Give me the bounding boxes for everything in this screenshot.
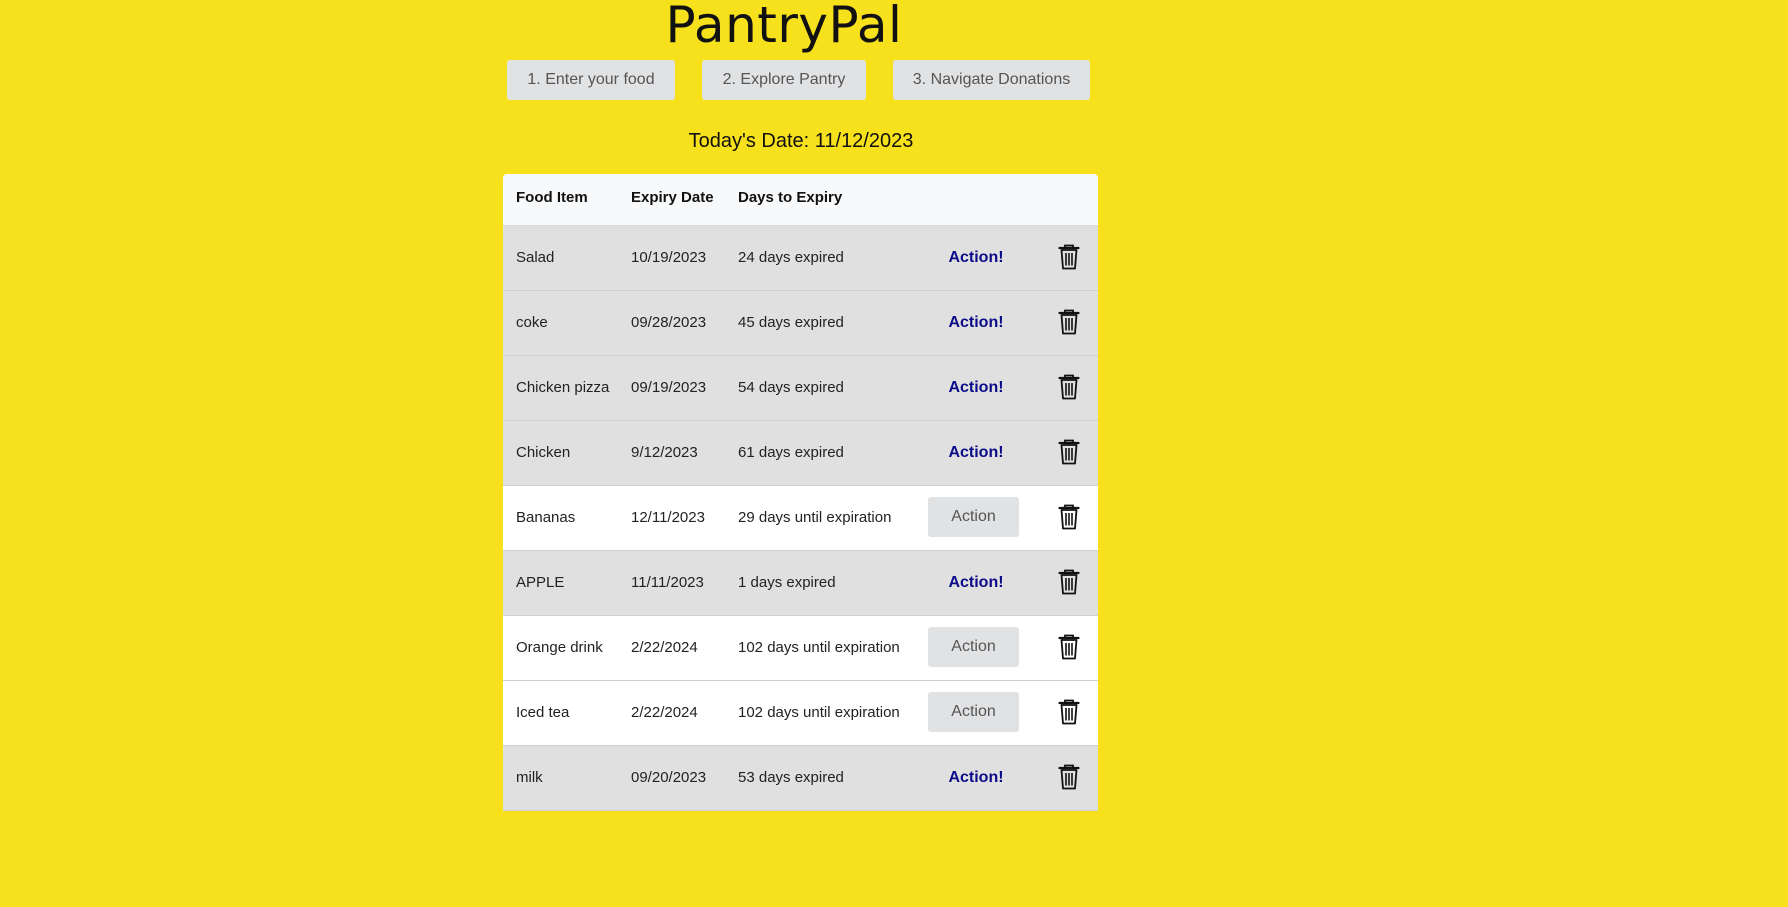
food-item-cell: APPLE [516, 574, 565, 591]
table-row [503, 551, 1098, 616]
food-item-cell: Orange drink [516, 639, 603, 656]
days-to-expiry-cell: 45 days expired [738, 314, 844, 331]
expiry-date-cell: 2/22/2024 [631, 704, 698, 721]
table-header [503, 174, 1098, 226]
trash-icon[interactable] [1057, 504, 1081, 530]
table-row [503, 681, 1098, 746]
food-item-cell: Iced tea [516, 704, 570, 721]
table-row [503, 486, 1098, 551]
action-button[interactable]: Action [928, 497, 1019, 537]
days-to-expiry-cell: 24 days expired [738, 249, 844, 266]
food-item-cell: coke [516, 314, 548, 331]
pantry-table [503, 174, 1098, 907]
todays-date: Today's Date: 11/12/2023 [688, 130, 914, 152]
days-to-expiry-cell: 53 days expired [738, 769, 844, 786]
table-row [503, 616, 1098, 681]
trash-icon[interactable] [1057, 569, 1081, 595]
app-title: PantryPal [665, 0, 903, 54]
action-link[interactable]: Action! [948, 574, 1004, 591]
nav-enter-food-button[interactable]: 1. Enter your food [507, 60, 675, 100]
days-to-expiry-cell: 102 days until expiration [738, 639, 900, 656]
action-button[interactable]: Action [928, 692, 1019, 732]
table-body [503, 226, 1098, 811]
table-row [503, 356, 1098, 421]
table-row [503, 421, 1098, 486]
expiry-date-cell: 09/20/2023 [631, 769, 707, 786]
expiry-date-cell: 09/28/2023 [631, 314, 707, 331]
nav-navigate-donations-button[interactable]: 3. Navigate Donations [893, 60, 1090, 100]
expiry-date-cell: 9/12/2023 [631, 444, 698, 461]
days-to-expiry-cell: 29 days until expiration [738, 509, 892, 526]
header-food-item: Food Item [516, 189, 588, 206]
action-link[interactable]: Action! [948, 379, 1004, 396]
table-row [503, 226, 1098, 291]
header-expiry-date: Expiry Date [631, 189, 714, 206]
days-to-expiry-cell: 61 days expired [738, 444, 844, 461]
expiry-date-cell: 09/19/2023 [631, 379, 707, 396]
action-link[interactable]: Action! [948, 444, 1004, 461]
header-days-to-expiry: Days to Expiry [738, 189, 843, 206]
action-link[interactable]: Action! [948, 314, 1004, 331]
days-to-expiry-cell: 54 days expired [738, 379, 844, 396]
expiry-date-cell: 12/11/2023 [631, 509, 705, 526]
trash-icon[interactable] [1057, 309, 1081, 335]
trash-icon[interactable] [1057, 699, 1081, 725]
trash-icon[interactable] [1057, 439, 1081, 465]
action-link[interactable]: Action! [948, 249, 1004, 266]
expiry-date-cell: 2/22/2024 [631, 639, 698, 656]
trash-icon[interactable] [1057, 244, 1081, 270]
expiry-date-cell: 11/11/2023 [631, 574, 704, 591]
action-link[interactable]: Action! [948, 769, 1004, 786]
table-row [503, 291, 1098, 356]
trash-icon[interactable] [1057, 374, 1081, 400]
trash-icon[interactable] [1057, 764, 1081, 790]
action-button[interactable]: Action [928, 627, 1019, 667]
nav-explore-pantry-button[interactable]: 2. Explore Pantry [702, 60, 866, 100]
trash-icon[interactable] [1057, 634, 1081, 660]
food-item-cell: Salad [516, 249, 555, 266]
food-item-cell: milk [516, 769, 543, 786]
food-item-cell: Chicken pizza [516, 379, 610, 396]
table-row [503, 746, 1098, 811]
food-item-cell: Chicken [516, 444, 571, 461]
days-to-expiry-cell: 102 days until expiration [738, 704, 900, 721]
expiry-date-cell: 10/19/2023 [631, 249, 707, 266]
food-item-cell: Bananas [516, 509, 576, 526]
days-to-expiry-cell: 1 days expired [738, 574, 836, 591]
